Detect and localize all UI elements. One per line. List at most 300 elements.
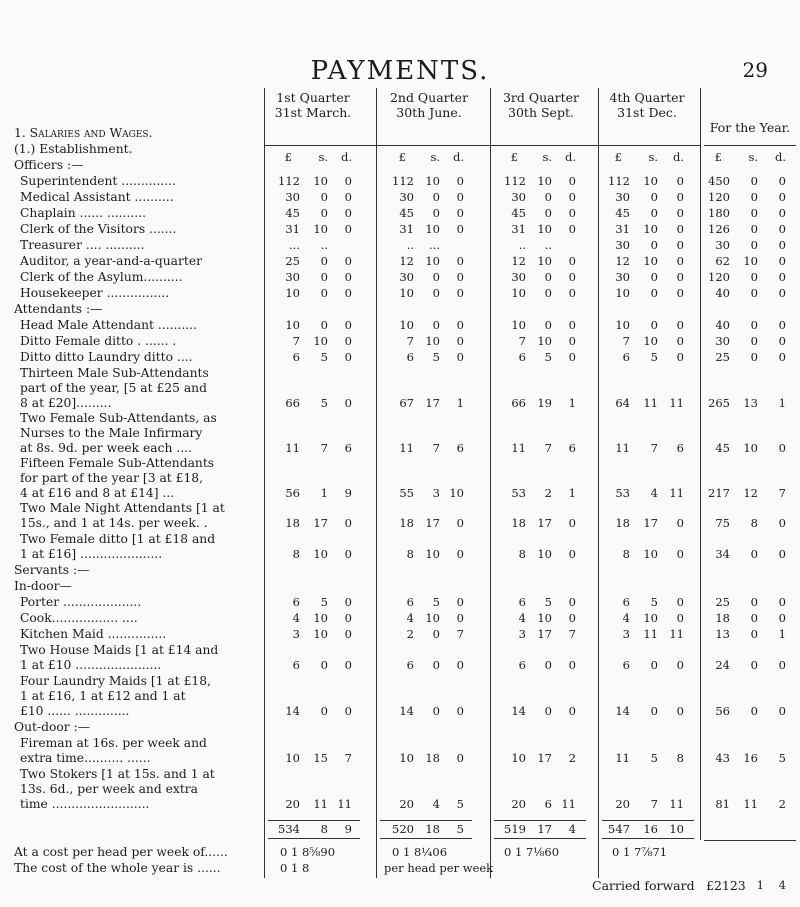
cell-pounds: 6 (406, 350, 414, 364)
row-label-indoor: In-door— (14, 579, 72, 593)
header-rule (264, 145, 700, 146)
cell-shillings: 0 (750, 190, 758, 204)
cell-pence: 11 (669, 486, 684, 500)
cell-pence: 0 (778, 206, 786, 220)
cell-shillings: 10 (743, 254, 758, 268)
cell-shillings: 0 (432, 270, 440, 284)
cell-pence: 0 (568, 658, 576, 672)
cell-pence: 0 (568, 595, 576, 609)
cell-pounds: 10 (615, 318, 630, 332)
cell-pence: 0 (568, 190, 576, 204)
cell-pounds: 180 (708, 206, 730, 220)
page-number: 29 (742, 58, 768, 82)
cell-pounds: 10 (511, 751, 526, 765)
cell-pence: 1 (568, 396, 576, 410)
cell-pence: 9 (344, 486, 352, 500)
cell-pence: 0 (676, 190, 684, 204)
cell-pounds: 217 (708, 486, 730, 500)
cell-pounds: 18 (715, 611, 730, 625)
cell-pounds: 6 (622, 350, 630, 364)
cell-shillings: 0 (320, 704, 328, 718)
cell-pounds: 30 (511, 190, 526, 204)
row-label-chaplain: Chaplain ...... .......... (20, 206, 147, 220)
cell-shillings: 0 (432, 286, 440, 300)
cell-shillings: 10 (425, 611, 440, 625)
cell-pence: 0 (456, 704, 464, 718)
cell-pence: 0 (344, 704, 352, 718)
cell-shillings: 0 (750, 334, 758, 348)
cell-pence: 0 (456, 516, 464, 530)
cell-shillings: 13 (743, 396, 758, 410)
cell-shillings: 17 (537, 627, 552, 641)
cell-pence: 0 (676, 704, 684, 718)
cell-pounds: 30 (615, 238, 630, 252)
row-label-female-night-2: 1 at £16] ..................... (20, 547, 163, 561)
total-rule (602, 820, 694, 821)
cell-pence: 0 (456, 658, 464, 672)
carried-forward-label: Carried forward (592, 878, 695, 893)
cell-pence: 11 (669, 627, 684, 641)
cell-shillings: 17 (425, 396, 440, 410)
row-label-cook: Cook................. .... (20, 611, 138, 625)
cell-pounds: 20 (399, 797, 414, 811)
cell-shillings: 0 (432, 704, 440, 718)
cell-pounds: 2 (406, 627, 414, 641)
cell-shillings: 5 (432, 595, 440, 609)
cell-pence: 2 (568, 751, 576, 765)
cell-shillings: 7 (544, 441, 552, 455)
column-header-q2: 2nd Quarter 30th June. (389, 90, 469, 120)
cell-pounds: .. (406, 238, 414, 252)
cell-pounds: 75 (715, 516, 730, 530)
cell-shillings: 1 (320, 486, 328, 500)
cell-shillings: 17 (537, 516, 552, 530)
cell-pounds: 45 (399, 206, 414, 220)
cell-shillings: 7 (320, 441, 328, 455)
cell-pounds: 25 (285, 254, 300, 268)
row-label-laundry-1: Four Laundry Maids [1 at £18, (20, 674, 211, 688)
total-shillings: 16 (643, 822, 658, 836)
cell-pence: 0 (456, 174, 464, 188)
total-pence: 4 (568, 822, 576, 836)
row-label-night-1: Two Male Night Attendants [1 at (20, 501, 225, 515)
cell-shillings: 0 (750, 547, 758, 561)
cell-pounds: 6 (518, 350, 526, 364)
total-rule (380, 820, 472, 821)
cell-pounds: 18 (511, 516, 526, 530)
row-label-housekeeper: Housekeeper ................ (20, 286, 170, 300)
cell-pence: 0 (778, 174, 786, 188)
cell-pence: 0 (778, 595, 786, 609)
cell-shillings: 18 (425, 751, 440, 765)
row-label-house-1: Two House Maids [1 at £14 and (20, 643, 219, 657)
cell-shillings: 0 (650, 318, 658, 332)
cell-pence: 0 (344, 350, 352, 364)
cell-shillings: 11 (643, 396, 658, 410)
cell-pounds: 18 (399, 516, 414, 530)
cell-pence: 5 (778, 751, 786, 765)
cell-pounds: 6 (518, 658, 526, 672)
cell-shillings: 0 (544, 658, 552, 672)
cell-pounds: 4 (406, 611, 414, 625)
cell-shillings: 0 (750, 704, 758, 718)
carried-forward-shillings: 1 (756, 878, 764, 892)
cost-per-head-value: 0 1 7⅞71 (612, 845, 668, 859)
cell-pounds: 10 (511, 286, 526, 300)
cell-shillings: 5 (320, 350, 328, 364)
row-label-house-2: 1 at £10 ...................... (20, 658, 162, 672)
cell-shillings: 11 (313, 797, 328, 811)
cell-shillings: 11 (743, 797, 758, 811)
cell-shillings: 5 (650, 595, 658, 609)
total-rule (380, 838, 472, 839)
unit-pence: d. (564, 150, 576, 164)
cell-pence: 0 (344, 222, 352, 236)
total-rule (494, 838, 586, 839)
cell-pounds: 10 (399, 286, 414, 300)
cell-pence: 0 (456, 334, 464, 348)
cell-shillings: 10 (643, 334, 658, 348)
cell-pence: 0 (778, 516, 786, 530)
cell-pounds: 8 (518, 547, 526, 561)
cost-per-head-value: 0 1 8⅝90 (280, 845, 336, 859)
unit-shillings: s. (430, 150, 440, 164)
cell-pence: 0 (568, 611, 576, 625)
cell-pounds: 6 (406, 595, 414, 609)
cell-pence: 0 (778, 238, 786, 252)
cell-shillings: 7 (432, 441, 440, 455)
cell-pence: 0 (778, 286, 786, 300)
cell-pence: 0 (778, 270, 786, 284)
cell-pounds: 45 (285, 206, 300, 220)
cell-shillings: 16 (743, 751, 758, 765)
cell-shillings: 7 (650, 441, 658, 455)
cell-pounds: 6 (518, 595, 526, 609)
cell-pounds: 14 (511, 704, 526, 718)
cell-shillings: 10 (425, 254, 440, 268)
cell-pounds: 10 (399, 751, 414, 765)
cell-pence: 0 (778, 222, 786, 236)
unit-pence: d. (672, 150, 684, 164)
cell-pounds: 3 (292, 627, 300, 641)
cell-shillings: 15 (313, 751, 328, 765)
cell-pounds: 30 (715, 334, 730, 348)
cell-shillings: 17 (537, 751, 552, 765)
row-label-officers: Officers :— (14, 158, 84, 172)
cell-pence: 2 (778, 797, 786, 811)
row-label-head-male: Head Male Attendant .......... (20, 318, 197, 332)
cell-pence: 0 (778, 350, 786, 364)
cell-shillings: 5 (320, 595, 328, 609)
unit-pounds: £ (284, 150, 292, 164)
cell-pence: 0 (344, 206, 352, 220)
cell-shillings: 0 (750, 174, 758, 188)
row-label-fifteen-1: Fifteen Female Sub-Attendants (20, 456, 215, 470)
cell-pence: 0 (676, 318, 684, 332)
row-label-establishment: (1.) Establishment. (14, 142, 133, 156)
cell-shillings: 0 (750, 318, 758, 332)
total-pounds: 519 (504, 822, 526, 836)
cell-pounds: 14 (615, 704, 630, 718)
cell-shillings: 10 (643, 254, 658, 268)
cell-pence: 0 (676, 350, 684, 364)
cell-pounds: 6 (406, 658, 414, 672)
cell-pence: 0 (568, 334, 576, 348)
cell-pence: 0 (456, 611, 464, 625)
cell-pence: 0 (344, 174, 352, 188)
total-shillings: 8 (320, 822, 328, 836)
row-label-thirteen-1: Thirteen Male Sub-Attendants (20, 366, 209, 380)
cell-pence: 11 (669, 797, 684, 811)
cell-pounds: 11 (285, 441, 300, 455)
cell-shillings: 5 (544, 350, 552, 364)
cell-pounds: .. (518, 238, 526, 252)
cell-pounds: 11 (615, 441, 630, 455)
cell-pounds: 3 (518, 627, 526, 641)
cell-shillings: 0 (650, 704, 658, 718)
row-label-stokers-2: 13s. 6d., per week and extra (20, 782, 198, 796)
cell-pounds: 62 (715, 254, 730, 268)
cell-pounds: 7 (622, 334, 630, 348)
cell-pence: 8 (676, 751, 684, 765)
cell-shillings: 0 (650, 190, 658, 204)
cell-shillings: 10 (537, 222, 552, 236)
cell-shillings: 10 (643, 611, 658, 625)
cell-pounds: 14 (285, 704, 300, 718)
cell-pence: 1 (568, 486, 576, 500)
cell-pounds: 126 (708, 222, 730, 236)
row-label-outdoor: Out-door :— (14, 720, 91, 734)
cell-pounds: 120 (708, 270, 730, 284)
cell-pence: 5 (456, 797, 464, 811)
cell-pence: 0 (676, 334, 684, 348)
cell-pence: 0 (676, 174, 684, 188)
cell-pence: 0 (456, 206, 464, 220)
cell-pence: 0 (778, 318, 786, 332)
cell-pence: 1 (456, 396, 464, 410)
cell-pence: 0 (568, 270, 576, 284)
cell-pence: 0 (778, 658, 786, 672)
row-label-laundry-2: 1 at £16, 1 at £12 and 1 at (20, 689, 186, 703)
row-label-kitchen: Kitchen Maid ............... (20, 627, 167, 641)
row-label-laundry-3: £10 ...... .............. (20, 704, 130, 718)
cell-pounds: 20 (615, 797, 630, 811)
total-pence: 5 (456, 822, 464, 836)
cell-shillings: 10 (313, 611, 328, 625)
cell-pence: 0 (344, 627, 352, 641)
cell-pounds: 11 (399, 441, 414, 455)
cell-pounds: 11 (511, 441, 526, 455)
total-pence: 10 (669, 822, 684, 836)
row-label-cost-year: The cost of the whole year is ...... (14, 861, 221, 875)
row-label-fifteen-2: for part of the year [3 at £18, (20, 471, 204, 485)
cell-shillings: 0 (544, 206, 552, 220)
cell-pence: 0 (676, 206, 684, 220)
cell-pence: 6 (568, 441, 576, 455)
unit-pounds: £ (398, 150, 406, 164)
cell-pounds: 6 (622, 595, 630, 609)
cell-pence: 0 (456, 270, 464, 284)
cell-pounds: 45 (715, 441, 730, 455)
cell-shillings: 17 (643, 516, 658, 530)
cell-pence: 0 (456, 222, 464, 236)
cell-pounds: 10 (511, 318, 526, 332)
cell-pounds: 25 (715, 595, 730, 609)
cell-pence: 0 (568, 206, 576, 220)
cell-shillings: 0 (320, 318, 328, 332)
cell-shillings: 10 (537, 334, 552, 348)
unit-pounds: £ (714, 150, 722, 164)
cell-shillings: 10 (537, 254, 552, 268)
row-label-two-female-3: at 8s. 9d. per week each .... (20, 441, 192, 455)
cell-shillings: 5 (650, 751, 658, 765)
row-label-clerk-asylum: Clerk of the Asylum.......... (20, 270, 183, 284)
cell-pence: 0 (456, 350, 464, 364)
cell-shillings: 0 (750, 222, 758, 236)
cell-pounds: 8 (406, 547, 414, 561)
cell-shillings: 5 (544, 595, 552, 609)
cell-pence: 0 (456, 286, 464, 300)
cell-pence: 11 (669, 396, 684, 410)
cell-shillings: 2 (544, 486, 552, 500)
cell-shillings: 0 (750, 658, 758, 672)
cell-pounds: 30 (285, 190, 300, 204)
cell-pence: 0 (456, 318, 464, 332)
cost-per-head-value: 0 1 7⅛60 (504, 845, 560, 859)
cell-shillings: 0 (750, 238, 758, 252)
row-label-thirteen-3: 8 at £20]......... (20, 396, 112, 410)
cell-pence: 0 (568, 174, 576, 188)
row-label-attendants: Attendants :— (14, 302, 103, 316)
cell-pounds: 53 (511, 486, 526, 500)
cell-pounds: 10 (615, 286, 630, 300)
cell-pounds: 30 (399, 190, 414, 204)
cell-pounds: 31 (615, 222, 630, 236)
total-rule (602, 838, 694, 839)
cell-pence: 6 (456, 441, 464, 455)
cell-pence: 0 (676, 595, 684, 609)
row-label-clerk-visitors: Clerk of the Visitors ....... (20, 222, 177, 236)
cell-pence: 0 (344, 270, 352, 284)
cell-pounds: 10 (285, 318, 300, 332)
cell-shillings: 11 (643, 627, 658, 641)
unit-pence: d. (774, 150, 786, 164)
cell-shillings: 10 (313, 334, 328, 348)
cell-pence: 0 (456, 254, 464, 268)
cell-pounds: 30 (715, 238, 730, 252)
cell-pounds: 40 (715, 286, 730, 300)
row-label-fireman-1: Fireman at 16s. per week and (20, 736, 207, 750)
cell-pounds: 31 (285, 222, 300, 236)
cell-shillings: 17 (425, 516, 440, 530)
cell-pence: 0 (676, 222, 684, 236)
cell-pounds: 12 (615, 254, 630, 268)
cell-shillings: 0 (750, 286, 758, 300)
cell-shillings: 10 (313, 547, 328, 561)
carried-forward-rule (704, 840, 796, 841)
cell-pounds: 31 (399, 222, 414, 236)
cell-pounds: 6 (622, 658, 630, 672)
cell-shillings: 0 (750, 595, 758, 609)
unit-pence: d. (452, 150, 464, 164)
cell-shillings: 0 (432, 190, 440, 204)
cell-pence: 0 (778, 254, 786, 268)
row-label-stokers-1: Two Stokers [1 at 15s. and 1 at (20, 767, 215, 781)
cell-shillings: 0 (432, 318, 440, 332)
cell-pounds: 14 (399, 704, 414, 718)
cell-pounds: 112 (504, 174, 526, 188)
unit-pence: d. (340, 150, 352, 164)
cell-pence: 0 (676, 658, 684, 672)
cell-pence: 0 (568, 286, 576, 300)
cell-pounds: 120 (708, 190, 730, 204)
header-rule (704, 145, 796, 146)
cell-pence: 0 (456, 595, 464, 609)
cell-shillings: 10 (313, 627, 328, 641)
unit-shillings: s. (748, 150, 758, 164)
cell-pounds: 11 (615, 751, 630, 765)
cell-pounds: 4 (292, 611, 300, 625)
cell-shillings: 0 (432, 627, 440, 641)
cell-pence: 0 (676, 547, 684, 561)
cell-pence: 0 (778, 611, 786, 625)
cell-pounds: 56 (285, 486, 300, 500)
cell-shillings: 4 (432, 797, 440, 811)
cell-pounds: 30 (285, 270, 300, 284)
cell-pence: 0 (344, 611, 352, 625)
row-label-laundry-ditto: Ditto ditto Laundry ditto .... (20, 350, 193, 364)
row-label-two-female-1: Two Female Sub-Attendants, as (20, 411, 217, 425)
cell-pence: 0 (456, 751, 464, 765)
cell-shillings: .. (544, 238, 552, 252)
cell-shillings: 12 (743, 486, 758, 500)
cell-shillings: 10 (643, 174, 658, 188)
cell-pounds: 64 (615, 396, 630, 410)
cell-pence: 0 (344, 190, 352, 204)
cell-pence: 0 (456, 190, 464, 204)
total-shillings: 17 (537, 822, 552, 836)
cell-pounds: 12 (399, 254, 414, 268)
cell-pounds: 112 (278, 174, 300, 188)
cell-pence: 0 (344, 516, 352, 530)
cell-pence: 6 (676, 441, 684, 455)
cell-pence: 7 (778, 486, 786, 500)
cell-pounds: 45 (511, 206, 526, 220)
cell-pounds: 450 (708, 174, 730, 188)
cell-shillings: 5 (432, 350, 440, 364)
row-label-thirteen-2: part of the year, [5 at £25 and (20, 381, 207, 395)
column-header-q4: 4th Quarter 31st Dec. (609, 90, 685, 120)
cell-shillings: 0 (544, 318, 552, 332)
cell-pence: 0 (344, 658, 352, 672)
cell-pounds: 55 (399, 486, 414, 500)
cell-pounds: 18 (615, 516, 630, 530)
cell-pounds: 30 (615, 270, 630, 284)
row-label-superintendent: Superintendent .............. (20, 174, 177, 188)
cell-pence: 0 (676, 254, 684, 268)
cell-pounds: 10 (285, 751, 300, 765)
column-header-q3: 3rd Quarter 30th Sept. (502, 90, 580, 120)
cell-pence: 6 (344, 441, 352, 455)
cell-pounds: 20 (285, 797, 300, 811)
cell-pounds: 7 (518, 334, 526, 348)
cell-shillings: 0 (544, 704, 552, 718)
carried-forward-pounds: £2123 (706, 878, 746, 893)
page-title: PAYMENTS. (310, 56, 490, 86)
cell-pence: 0 (778, 704, 786, 718)
row-label-two-female-2: Nurses to the Male Infirmary (20, 426, 203, 440)
row-label-stokers-3: time ......................... (20, 797, 150, 811)
